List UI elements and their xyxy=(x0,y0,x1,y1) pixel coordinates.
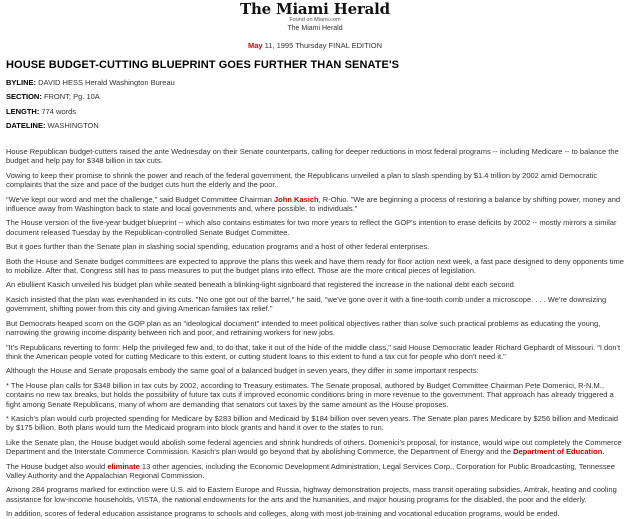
byline-label: BYLINE: xyxy=(6,77,36,87)
text-segment: The House budget also would xyxy=(6,461,108,471)
article-paragraph xyxy=(6,195,624,214)
article-paragraph xyxy=(6,462,624,481)
text-segment: An ebullient Kasich unveiled his budget plan while seated beneath a blinking-light signboard that registered the increase in the national debt each second. xyxy=(6,280,516,290)
date-rest: 11, 1995 Thursday FINAL EDITION xyxy=(262,41,383,50)
text-segment: House Republican budget-cutters raised the ante Wednesday on their Senate counterparts, calling for deeper reductions in most federal programs -- including Medicare -- to balance the budget and help pay for $348 billion in tax cuts. xyxy=(6,147,619,166)
text-segment: * The House plan calls for $348 billion in tax cuts by 2002, according to Treasury estimates. The Senate proposal, authored by Budget Committee Chairman Pete Domenici, R-N.M., contains no new tax breaks, but holds the possibility of future tax cuts if improved economic conditions bring in more revenue to the government. That approach has already triggered a fight among Senate Republicans, many of whom are demanding that senators cut taxes by the same amount as the House proposes. xyxy=(6,380,614,409)
dateline-row xyxy=(6,121,624,130)
article-paragraph xyxy=(6,319,624,338)
article-paragraph xyxy=(6,147,624,166)
article-paragraph xyxy=(6,257,624,276)
article-paragraph xyxy=(6,509,624,518)
article-paragraph xyxy=(6,414,624,433)
text-segment: , R-Ohio. "We are beginning a process of restoring a balance by shifting power, money and influence away from Washington back to state and local governments and, where possible, to individuals." xyxy=(6,194,621,214)
article-paragraph xyxy=(6,171,624,190)
section-value: FRONT; Pg. 10A xyxy=(43,92,100,101)
masthead-tagline: Found on Miami.com xyxy=(289,17,341,23)
dateline-value: WASHINGTON xyxy=(47,121,99,130)
length-value: 774 words xyxy=(41,106,77,116)
date-highlighted-term: May xyxy=(247,41,263,50)
text-segment: "We've kept our word and met the challenge," said Budget Committee Chairman xyxy=(6,194,275,204)
highlighted-term: eliminate xyxy=(107,461,140,471)
section-label: SECTION: xyxy=(6,92,42,101)
article-paragraph xyxy=(6,295,624,314)
text-segment: "It's Republicans reverting to form: Help the privileged few and, to do that, take it out of the hide of the middle class," said House Democratic leader Richard Gephardt of Missouri. "I don't think the American people voted for cutting Medicare to this extent, or cutting student loans to this extent to fund a tax cut for people who don't need it." xyxy=(6,342,621,361)
byline-row xyxy=(6,78,624,87)
text-segment: In addition, scores of federal education assistance programs to schools and colleges, along with most job-training and vocational education programs, would be ended. xyxy=(6,509,560,519)
text-segment: * Kasich's plan would curb projected spending for Medicare by $283 billion and Medicaid by $184 billion over seven years. The Senate plan pares Medicare by $256 billion and Medicaid by $175 billion. Both plans would turn the Medicaid program into block grants and hand it over to the states to run. xyxy=(6,413,619,433)
length-label: LENGTH: xyxy=(6,106,40,116)
article-paragraph xyxy=(6,485,624,504)
text-segment: Vowing to keep their promise to shrink the power and reach of the federal government, the Republicans unveiled a plan to slash spending by $1.4 trillion by 2002 amid Democratic complaints that the size and pace of the budget cuts hurt the elderly and the poor. xyxy=(6,170,598,190)
byline-value: DAVID HESS Herald Washington Bureau xyxy=(38,77,175,87)
text-segment: 13 other agencies, including the Economic Development Administration, Legal Services Corp., Corporation for Public Broadcasting, Tennessee Valley Authority and the Appalachian Regional Commission. xyxy=(6,461,615,480)
date-line xyxy=(6,41,624,50)
article-paragraph xyxy=(6,218,624,237)
section-row xyxy=(6,92,624,101)
article-paragraph xyxy=(6,381,624,409)
text-segment: Kasich insisted that the plan was evenhanded in its cuts. "No one got out of the barrel," he said, "we've gone over it with a fine-tooth comb under a microscope. . . . We're downsizing government, shifting power from this city and giving American families tax relief." xyxy=(6,294,607,314)
text-segment: Both the House and Senate budget committees are expected to approve the plans this week and have them ready for floor action next week, a fast pace designed to deny opponents time to mobilize. After that, Congress still has to pass measures to put the budget plans into effect. Those are the more critical pieces of legislation. xyxy=(6,256,624,276)
text-segment: Like the Senate plan, the House budget would abolish some federal agencies and shrink hundreds of others. Domenici's proposal, for instance, would wipe out completely the Commerce Department and the Interstate Commerce Commission. Kasich's plan would go beyond that by abolishing Commerce, the Department of Energy and the xyxy=(6,437,622,457)
article-paragraph xyxy=(6,242,624,251)
article-body xyxy=(6,147,624,519)
text-segment: The House version of the five-year budget blueprint -- which also contains estimates for two more years to reflect the GOP's intention to erase deficits by 2002 -- mostly mirrors a similar document released Tuesday by the Republican-controlled Senate Budget Committee. xyxy=(6,218,617,237)
metadata-block xyxy=(6,78,624,131)
article-paragraph xyxy=(6,343,624,362)
article-paragraph xyxy=(6,366,624,375)
source-name: The Miami Herald xyxy=(287,25,343,32)
masthead xyxy=(6,2,624,33)
text-segment: But it goes further than the Senate plan in slashing social spending, education programs and a host of other federal enterprises. xyxy=(6,242,430,252)
highlighted-term: Department of Education. xyxy=(513,447,605,457)
miami-herald-logo: The Miami Herald xyxy=(240,0,390,18)
headline: HOUSE BUDGET-CUTTING BLUEPRINT GOES FURTHER THAN SENATE'S xyxy=(6,59,400,71)
text-segment: But Democrats heaped scorn on the GOP plan as an "ideological document" intended to meet political objectives rather than solve such practical problems as educating the young, narrowing the growing income disparity between rich and poor, and retraining workers for new jobs. xyxy=(6,318,601,338)
text-segment: Although the House and Senate proposals embody the same goal of a balanced budget in seven years, they differ in some important respects: xyxy=(6,366,479,376)
highlighted-term: John Kasich xyxy=(274,194,319,204)
article-paragraph xyxy=(6,280,624,289)
length-row xyxy=(6,107,624,116)
dateline-label: DATELINE: xyxy=(6,121,46,130)
article-paragraph xyxy=(6,438,624,457)
text-segment: Among 284 programs marked for extinction were U.S. aid to Eastern Europe and Russia, highway demonstration projects, mass transit operating subsidies, Amtrak, heating and cooling assistance for low-income households, VISTA, the national endowments for the arts and the humanities, and major housing programs for the disabled, the poor and the elderly. xyxy=(6,485,617,504)
